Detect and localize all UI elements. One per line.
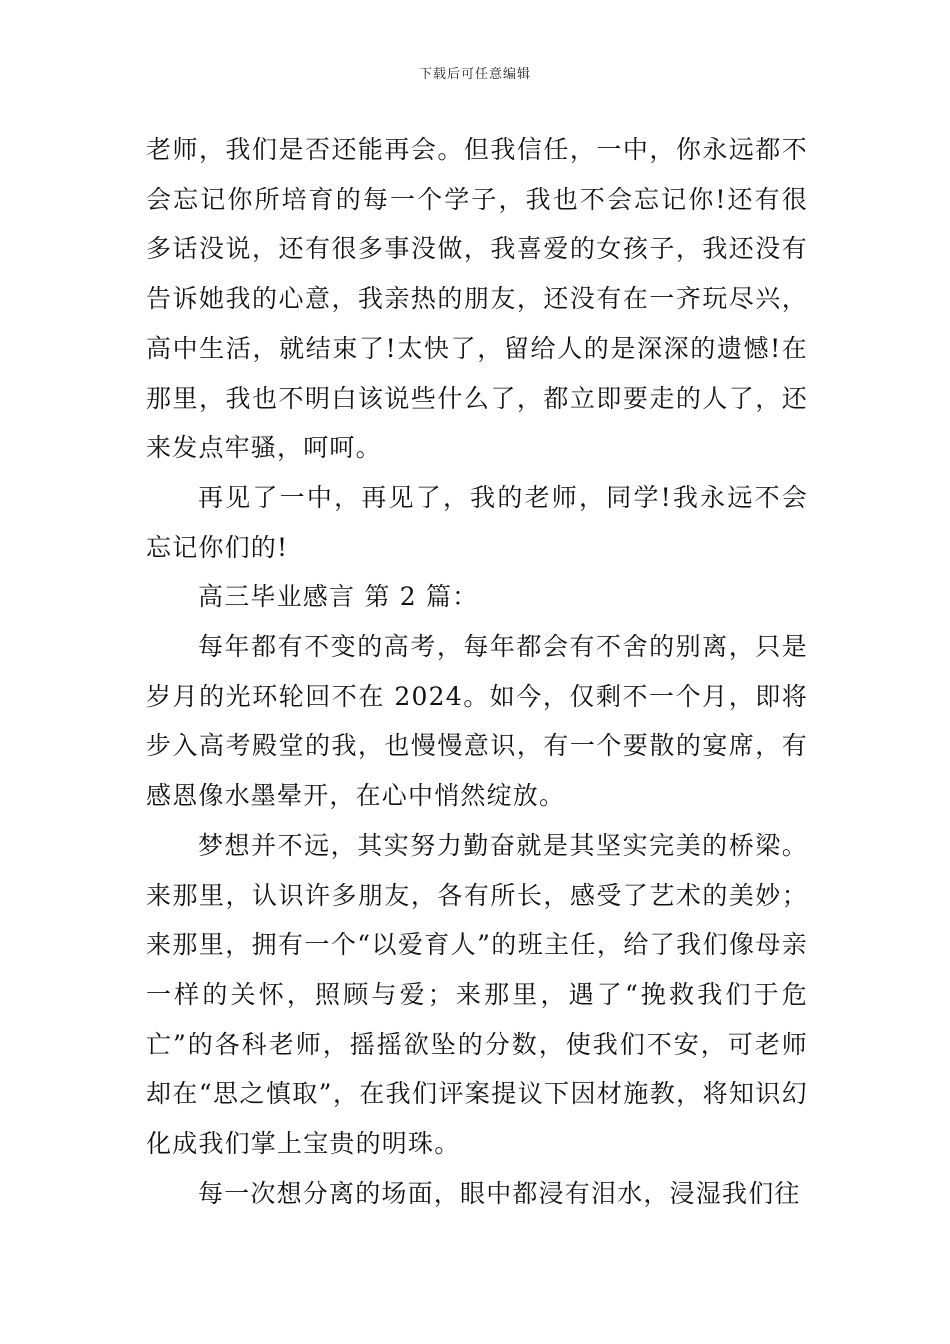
paragraph-farewell-continued: 老师，我们是否还能再会。但我信任，一中，你永远都不会忘记你所培育的每一个学子，我也不会忘记你!还有很多话没说，还有很多事没做，我喜爱的女孩子，我还没有告诉她我的心意，我亲热的朋友，还没有在一齐玩尽兴，高中生活，就结束了!太快了，留给人的是深深的遗憾!在那里，我也不明白该说些什么了，都立即要走的人了，还来发点牢骚，呵呵。 xyxy=(146,135,808,463)
paragraph-gaokao: 每年都有不变的高考，每年都会有不舍的别离，只是岁月的光环轮回不在 2024。如今，仅剩不一个月，即将步入高考殿堂的我，也慢慢意识，有一个要散的宴席，有感恩像水墨晕开，在心中悄然绽放。 xyxy=(146,632,808,811)
document-body xyxy=(146,125,808,1218)
paragraph-parting: 每一次想分离的场面，眼中都浸有泪水，浸湿我们往 xyxy=(198,1178,801,1208)
section-heading: 高三毕业感言 第 2 篇： xyxy=(198,582,479,612)
paragraph-dream: 梦想并不远，其实努力勤奋就是其坚实完美的桥梁。来那里，认识许多朋友，各有所长，感受了艺术的美妙；来那里，拥有一个“以爱育人”的班主任，给了我们像母亲一样的关怀，照顾与爱；来那里，遇了“挽救我们于危亡”的各科老师，摇摇欲坠的分数，使我们不安，可老师却在“思之慎取”，在我们评案提议下因材施教，将知识幻化成我们掌上宝贵的明珠。 xyxy=(146,830,808,1159)
paragraph-goodbye: 再见了一中，再见了，我的老师，同学!我永远不会忘记你们的! xyxy=(146,482,808,562)
page-header: 下载后可任意编辑 xyxy=(418,67,531,82)
